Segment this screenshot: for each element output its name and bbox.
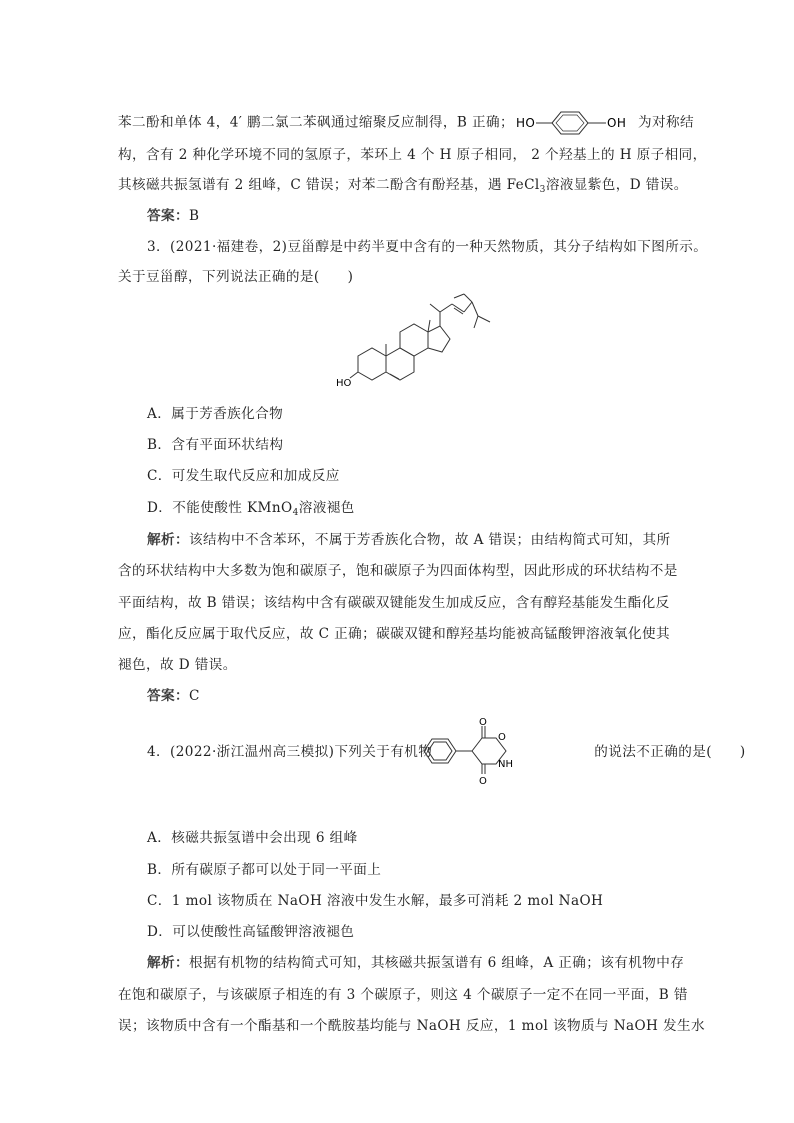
q3-analysis-line-5: 褪色，故 D 错误。 — [118, 657, 237, 673]
q3-analysis-line-2: 含的环状结构中大多数为饱和碳原子，饱和碳原子为四面体构型，因此形成的环状结构不是 — [118, 563, 678, 579]
q4-option-d: D．可以使酸性高锰酸钾溶液褪色 — [147, 924, 355, 940]
intro-line-2: 构，含有 2 种化学环境不同的氢原子，苯环上 4 个 H 原子相同， 2 个羟基上的 H 原子相同， — [118, 147, 707, 163]
stigmasterol-structure — [336, 292, 496, 392]
hydroquinone-structure — [514, 109, 638, 137]
intro-text: 为对称结 — [637, 114, 694, 131]
ho-label: HO — [336, 378, 352, 389]
answer-label: 答案： — [147, 688, 189, 704]
answer-label: 答案： — [147, 208, 189, 224]
intro-answer — [147, 206, 707, 226]
ring-o: O — [498, 732, 506, 743]
intro-text: 苯二酚和单体 4，4′ 鹏二氯二苯砜通过缩聚反应制得，B 正确； — [118, 114, 514, 131]
q4-option-a: A．核磁共振氢谱中会出现 6 组峰 — [147, 830, 358, 846]
phenyl-oxazinedione-structure — [422, 718, 582, 788]
q3-analysis-line-3: 平面结构，故 B 错误；该结构中含有碳碳双键能发生加成反应，含有醇羟基能发生酯化反 — [118, 595, 670, 611]
answer-value: B — [188, 208, 200, 224]
q3-option-a: A．属于芳香族化合物 — [147, 406, 284, 422]
answer-value: C — [188, 688, 200, 704]
analysis-label: 解析： — [147, 532, 189, 548]
q4-analysis-line-3: 误；该物质中含有一个酯基和一个酰胺基均能与 NaOH 反应，1 mol 该物质与 NaOH 发生水 — [118, 1018, 705, 1034]
q3-option-d: D．不能使酸性 KMnO$_4$溶液褪色 — [147, 500, 355, 518]
oh-label: OH — [606, 116, 627, 130]
q4-analysis-line-2: 在饱和碳原子，与该碳原子相连的有 3 个碳原子，则这 4 个碳原子一定不在同一平面，B 错 — [118, 987, 688, 1003]
q3-analysis-line-4: 应，酯化反应属于取代反应，故 C 正确；碳碳双键和醇羟基均能被高锰酸钾溶液氧化使其 — [118, 626, 671, 642]
q3-stem-line-1: 3．(2021·福建卷，2)豆甾醇是中药半夏中含有的一种天然物质，其分子结构如下图所示。 — [147, 239, 708, 255]
q3-analysis-line-1: 解析：该结构中不含苯环，不属于芳香族化合物，故 A 错误；由结构简式可知，其所 — [147, 532, 671, 548]
q4-stem: 4．(2022·浙江温州高三模拟)下列关于有机物 的说法不正确的是( ) — [147, 744, 746, 760]
ho-label: HO — [515, 116, 536, 130]
intro-line-3: 其核磁共振氢谱有 2 组峰，C 错误；对苯二酚含有酚羟基，遇 FeCl$_3$溶液显紫色，D 错误。 — [118, 177, 688, 195]
analysis-label: 解析： — [147, 955, 189, 971]
nh-label: NH — [498, 759, 513, 770]
q4-analysis-line-1: 解析：根据有机物的结构简式可知，其核磁共振氢谱有 6 组峰，A 正确；该有机物中存 — [147, 955, 685, 971]
q3-answer — [147, 686, 707, 706]
q4-option-c: C．1 mol 该物质在 NaOH 溶液中发生水解，最多可消耗 2 mol NaOH — [147, 893, 604, 909]
carbonyl-o-bottom: O — [479, 776, 487, 787]
carbonyl-o-top: O — [479, 718, 487, 728]
intro-line-1 — [118, 109, 694, 137]
q3-option-c: C．可发生取代反应和加成反应 — [147, 468, 340, 484]
q3-stem-line-2: 关于豆甾醇，下列说法正确的是( ) — [118, 269, 354, 285]
q4-option-b: B．所有碳原子都可以处于同一平面上 — [147, 862, 382, 878]
q3-option-b: B．含有平面环状结构 — [147, 437, 284, 453]
